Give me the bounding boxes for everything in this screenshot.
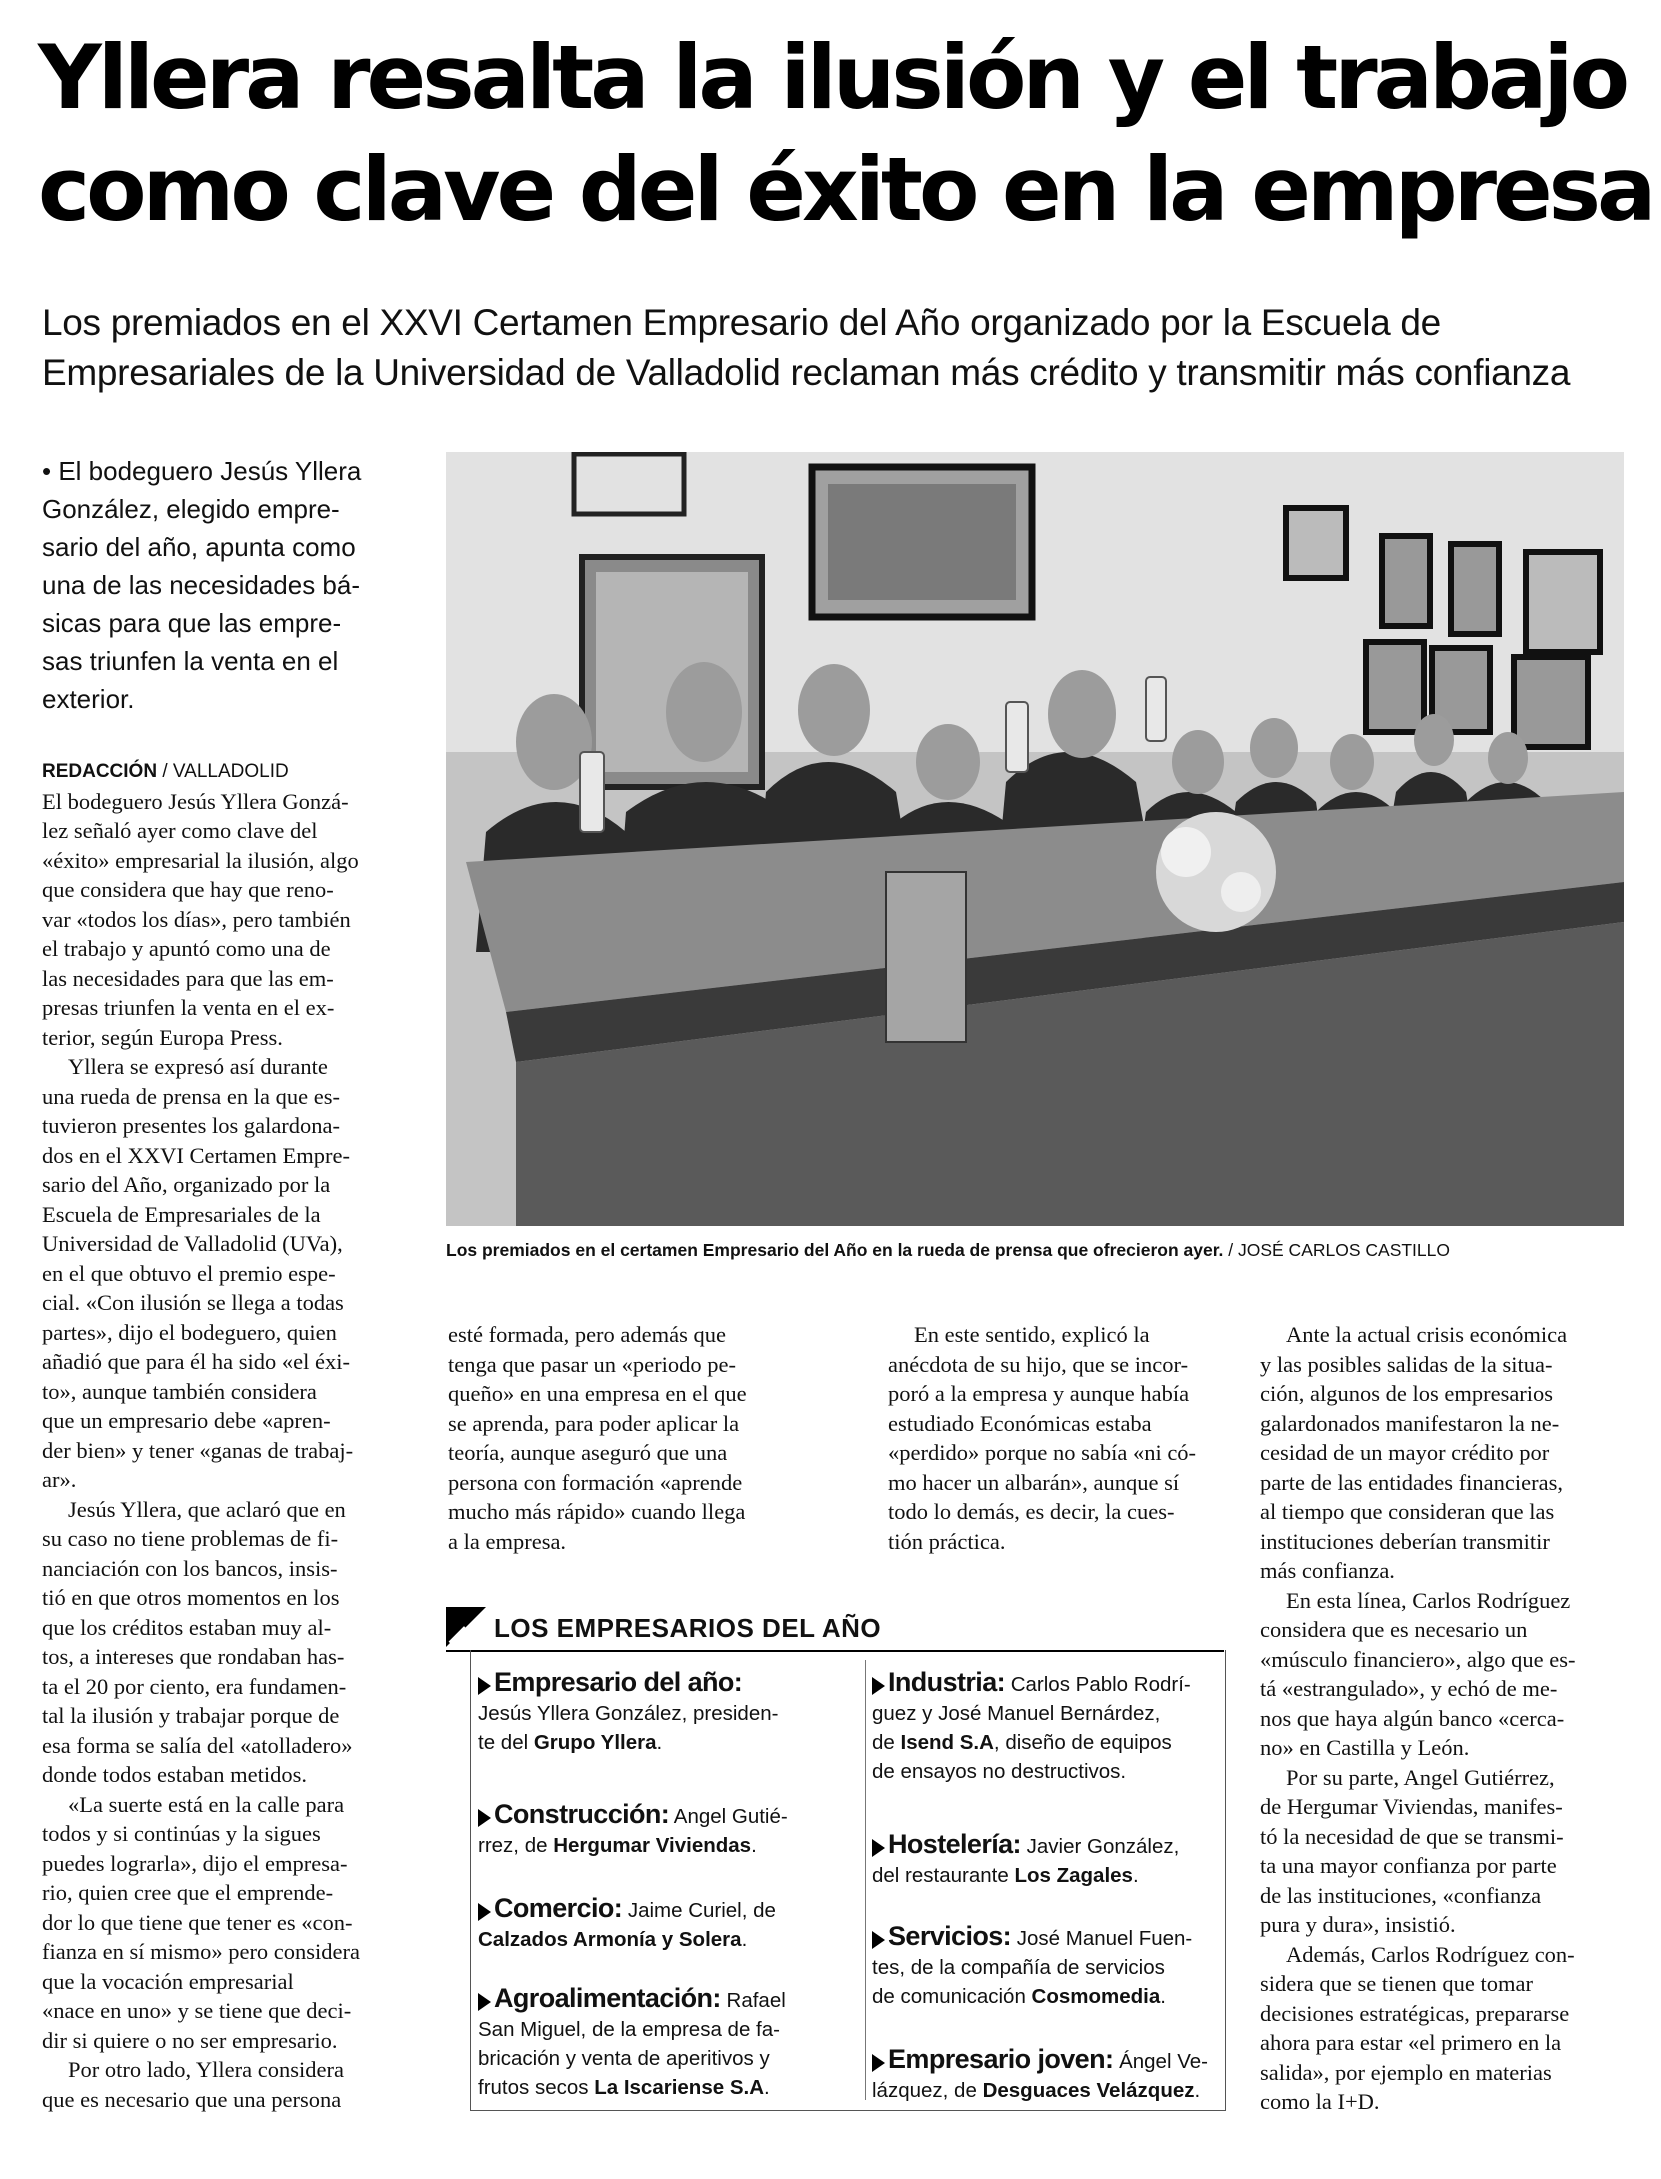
sidebar-divider <box>865 1660 866 2100</box>
article-line: «nace en uno» y se tiene que deci- <box>42 1998 352 2023</box>
article-column-3 <box>888 1320 1248 1556</box>
sidebar-title: LOS EMPRESARIOS DEL AÑO <box>494 1613 882 1643</box>
award-company-line <box>478 1728 778 1757</box>
award-category: Comercio: <box>494 1893 623 1923</box>
award-detail: te del <box>478 1731 534 1754</box>
article-line: persona con formación «aprende <box>448 1469 743 1495</box>
article-line: anécdota de su hijo, que se incor- <box>888 1351 1189 1377</box>
article-line: cesidad de un mayor crédito por <box>1260 1440 1550 1465</box>
article-line: salida», por ejemplo en materias <box>1260 2059 1552 2085</box>
award-company: Grupo Yllera <box>533 1731 657 1754</box>
article-line: ar». <box>42 1467 77 1492</box>
article-line: donde todos estaban metidos. <box>42 1762 307 1787</box>
article-line: puedes lograrla», dijo el empresa- <box>42 1850 348 1876</box>
article-line: decisiones estratégicas, prepararse <box>1260 2000 1570 2026</box>
article-line: tuvieron presentes los galardona- <box>42 1113 341 1138</box>
award-detail: Angel Gutié- <box>669 1805 788 1828</box>
lead-line: González, elegido empre- <box>42 494 340 524</box>
award-detail: . <box>1160 1985 1166 2008</box>
award-detail: . <box>1132 1864 1139 1887</box>
article-line: poró a la empresa y aunque había <box>888 1381 1190 1406</box>
photo-credit: / JOSÉ CARLOS CASTILLO <box>1223 1240 1451 1260</box>
article-line: El bodeguero Jesús Yllera Gonzá- <box>42 788 349 814</box>
article-line: queño» en una empresa en el que <box>448 1381 747 1406</box>
award-detail: Javier González, <box>1020 1835 1180 1858</box>
award-entry <box>478 1894 776 1954</box>
article-line: todos y si continúas y la sigues <box>42 1821 321 1846</box>
award-detail: . <box>751 1834 757 1857</box>
article-line: rio, quien cree que el emprende- <box>42 1880 334 1905</box>
article-line: Por su parte, Angel Gutiérrez, <box>1286 1764 1555 1790</box>
lead-line: sicas para que las empre- <box>42 608 342 638</box>
award-category: Empresario del año: <box>494 1667 743 1697</box>
award-company-line <box>478 2073 786 2102</box>
article-line: tó la necesidad de que se transmi- <box>1260 1823 1564 1849</box>
article-line: Escuela de Empresariales de la <box>42 1201 321 1227</box>
article-line: a la empresa. <box>448 1528 567 1554</box>
award-detail: lázquez, de <box>872 2079 983 2102</box>
lead-line: exterior. <box>42 684 135 714</box>
caption-text: Los premiados en el certamen Empresario del Año en la rueda de prensa que ofrecieron ayer. <box>446 1240 1224 1260</box>
award-heading <box>872 1922 1192 1953</box>
article-line: «perdido» porque no sabía «ni có- <box>888 1440 1197 1465</box>
article-line: instituciones deberían transmitir <box>1260 1528 1550 1554</box>
award-company-line <box>478 1831 788 1860</box>
award-category: Agroalimentación: <box>494 1983 721 2013</box>
article-line: tenga que pasar un «periodo pe- <box>448 1351 737 1377</box>
article-line: dos en el XXVI Certamen Empre- <box>42 1142 351 1168</box>
article-line: ta el 20 por ciento, era fundamen- <box>42 1673 347 1699</box>
award-detail: Jesús Yllera González, presiden- <box>478 1702 779 1725</box>
lead-line: una de las necesidades bá- <box>42 570 361 600</box>
article-line: nanciación con los bancos, insis- <box>42 1555 338 1581</box>
article-line: sidera que se tienen que tomar <box>1260 1971 1534 1996</box>
award-heading <box>872 1668 1191 1699</box>
award-heading <box>872 2045 1208 2076</box>
article-column-1 <box>42 757 414 2114</box>
article-line: de Hergumar Viviendas, manifes- <box>1260 1794 1563 1819</box>
article-line: Universidad de Valladolid (UVa), <box>42 1231 343 1256</box>
award-entry <box>872 1668 1191 1786</box>
award-entry <box>478 1668 778 1757</box>
article-line: mo hacer un albarán», aunque sí <box>888 1469 1180 1495</box>
article-line: galardonados manifestaron la ne- <box>1260 1410 1560 1436</box>
award-heading <box>872 1830 1179 1861</box>
award-detail: del restaurante <box>872 1864 1015 1887</box>
subtitle-line-1: Los premiados en el XXVI Certamen Empresario del Año organizado por la Escuela de <box>42 302 1441 343</box>
article-line: dor lo que tiene que tener es «con- <box>42 1909 353 1935</box>
article-line: Además, Carlos Rodríguez con- <box>1286 1941 1575 1967</box>
arrow-icon <box>872 2054 885 2072</box>
article-line: parte de las entidades financieras, <box>1260 1469 1563 1495</box>
article-line: to», aunque también considera <box>42 1378 317 1404</box>
award-detail: Jaime Curiel, de <box>622 1899 776 1922</box>
article-line: teoría, aunque aseguró que una <box>448 1440 728 1465</box>
article-line: esa forma se salía del «atolladero» <box>42 1732 353 1758</box>
award-heading <box>478 1984 786 2015</box>
byline-location: / VALLADOLID <box>157 761 289 782</box>
article-line: que considera que hay que reno- <box>42 877 334 902</box>
article-line: al tiempo que consideran que las <box>1260 1499 1555 1524</box>
award-company: Cosmomedia <box>1031 1985 1161 2008</box>
article-line: que los créditos estaban muy al- <box>42 1614 332 1640</box>
award-detail: , diseño de equipos <box>993 1731 1172 1754</box>
article-line: Por otro lado, Yllera considera <box>68 2057 344 2082</box>
award-detail: Rafael <box>720 1989 786 2012</box>
award-company: Hergumar Viviendas <box>553 1834 752 1857</box>
award-category: Industria: <box>888 1667 1006 1697</box>
award-detail: de ensayos no destructivos. <box>872 1760 1127 1783</box>
article-line: «éxito» empresarial la ilusión, algo <box>42 847 359 873</box>
subtitle <box>42 298 1622 398</box>
article-line: ción, algunos de los empresarios <box>1260 1381 1554 1406</box>
award-category: Hostelería: <box>888 1829 1021 1859</box>
press-conference-photo <box>446 452 1624 1226</box>
article-line: cial. «Con ilusión se llega a todas <box>42 1290 344 1315</box>
arrow-icon <box>478 1809 491 1827</box>
article-line: Ante la actual crisis económica <box>1286 1322 1568 1347</box>
article-line: estudiado Económicas estaba <box>888 1410 1152 1436</box>
article-column-2 <box>448 1320 823 1556</box>
article-line: En esta línea, Carlos Rodríguez <box>1286 1587 1571 1613</box>
award-detail: . <box>1194 2079 1201 2102</box>
award-category: Servicios: <box>888 1921 1012 1951</box>
article-line: var «todos los días», pero también <box>42 906 351 932</box>
article-line: y las posibles salidas de la situa- <box>1260 1351 1553 1377</box>
award-detail: . <box>741 1928 748 1951</box>
article-line: esté formada, pero además que <box>448 1322 726 1347</box>
article-line: su caso no tiene problemas de fi- <box>42 1526 339 1551</box>
award-company: Desguaces Velázquez <box>982 2079 1195 2102</box>
award-entry <box>872 2045 1208 2105</box>
article-line: mucho más rápido» cuando llega <box>448 1499 746 1524</box>
lead-line: • El bodeguero Jesús Yllera <box>42 456 362 486</box>
article-line: tos, a intereses que rondaban has- <box>42 1644 345 1669</box>
article-line: tión práctica. <box>888 1528 1006 1554</box>
article-line: que es necesario que una persona <box>42 2086 342 2112</box>
award-detail: José Manuel Fuen- <box>1011 1927 1193 1950</box>
award-category: Empresario joven: <box>888 2044 1114 2074</box>
award-detail: Carlos Pablo Rodrí- <box>1005 1673 1191 1696</box>
award-entry <box>478 1984 786 2102</box>
award-detail: bricación y venta de aperitivos y <box>478 2047 770 2070</box>
article-line: dir si quiere o no ser empresario. <box>42 2027 338 2053</box>
arrow-icon <box>478 1677 491 1695</box>
article-line: tá «estrangulado», y echó de me- <box>1260 1676 1558 1701</box>
headline <box>38 22 1653 246</box>
article-line: ta una mayor confianza por parte <box>1260 1853 1557 1878</box>
article-line: «músculo financiero», algo que es- <box>1260 1646 1576 1672</box>
lead-line: sario del año, apunta como <box>42 532 356 562</box>
award-heading <box>478 1668 778 1699</box>
article-line: der bien» y tener «ganas de trabaj- <box>42 1437 354 1463</box>
award-entry <box>872 1922 1192 2011</box>
headline-line-1: Yllera resalta la ilusión y el trabajo <box>38 26 1627 129</box>
arrow-icon <box>872 1839 885 1857</box>
award-heading <box>478 1800 788 1831</box>
award-entry <box>872 1830 1179 1890</box>
article-line: en el que obtuvo el premio espe- <box>42 1260 336 1286</box>
article-line: «La suerte está en la calle para <box>68 1791 345 1817</box>
award-entry <box>478 1800 788 1860</box>
award-detail: Ángel Ve- <box>1113 2050 1208 2073</box>
award-detail: frutos secos <box>478 2076 595 2099</box>
article-line: se aprenda, para poder aplicar la <box>448 1410 740 1436</box>
award-detail: de comunicación <box>872 1985 1032 2008</box>
award-company-line <box>872 1982 1192 2011</box>
arrow-icon <box>478 1993 491 2011</box>
article-line: presas triunfen la venta en el ex- <box>42 995 335 1020</box>
award-company-line <box>872 1728 1191 1757</box>
article-column-4 <box>1260 1320 1628 2117</box>
subtitle-line-2: Empresariales de la Universidad de Valladolid reclaman más crédito y transmitir más confianza <box>42 352 1571 393</box>
award-detail: de <box>872 1731 901 1754</box>
award-category: Construcción: <box>494 1799 670 1829</box>
lead-line: sas triunfen la venta en el <box>42 646 339 676</box>
column-1-text <box>42 787 414 2115</box>
article-line: como la I+D. <box>1260 2089 1380 2114</box>
byline-author: REDACCIÓN <box>42 761 158 782</box>
article-line: fianza en sí mismo» pero considera <box>42 1939 361 1964</box>
award-detail: San Miguel, de la empresa de fa- <box>478 2018 780 2041</box>
article-line: las necesidades para que las em- <box>42 965 334 991</box>
award-detail: . <box>656 1731 663 1754</box>
article-line: más confianza. <box>1260 1558 1395 1583</box>
article-line: Jesús Yllera, que aclaró que en <box>68 1496 346 1522</box>
award-company: Isend S.A <box>900 1731 994 1754</box>
article-line: todo lo demás, es decir, la cues- <box>888 1499 1175 1524</box>
photo-illustration <box>446 452 1624 1226</box>
article-line: el trabajo y apuntó como una de <box>42 936 331 961</box>
article-line: Yllera se expresó así durante <box>68 1054 328 1079</box>
article-line: lez señaló ayer como clave del <box>42 818 318 843</box>
article-line: tió en que otros momentos en los <box>42 1585 340 1610</box>
article-line: no» en Castilla y León. <box>1260 1735 1470 1760</box>
award-company: Calzados Armonía y Solera <box>478 1928 742 1951</box>
article-line: que un empresario debe «apren- <box>42 1408 331 1433</box>
photo-caption <box>446 1238 1626 1262</box>
byline <box>42 757 414 787</box>
arrow-icon <box>872 1931 885 1949</box>
article-line: nos que haya algún banco «cerca- <box>1260 1705 1565 1731</box>
article-line: añadió que para él ha sido «el éxi- <box>42 1349 351 1374</box>
award-company-line <box>478 1925 776 1954</box>
article-line: tal la ilusión y trabajar porque de <box>42 1703 340 1728</box>
article-line: considera que es necesario un <box>1260 1617 1528 1642</box>
arrow-icon <box>478 1903 491 1921</box>
award-company: Los Zagales <box>1014 1864 1133 1887</box>
award-heading <box>478 1894 776 1925</box>
award-detail: . <box>764 2076 770 2099</box>
award-company-line <box>872 1861 1179 1890</box>
article-line: terior, según Europa Press. <box>42 1024 283 1050</box>
section-marker-icon <box>446 1607 486 1647</box>
award-detail: guez y José Manuel Bernárdez, <box>872 1702 1161 1725</box>
article-line: partes», dijo el bodeguero, quien <box>42 1319 337 1345</box>
award-company-line <box>872 2076 1208 2105</box>
article-line: ahora para estar «el primero en la <box>1260 2030 1562 2055</box>
lead-summary <box>42 452 387 718</box>
arrow-icon <box>872 1677 885 1695</box>
article-line: que la vocación empresarial <box>42 1968 294 1994</box>
award-company: La Iscariense S.A <box>594 2076 765 2099</box>
award-detail: rrez, de <box>478 1834 554 1857</box>
award-detail: tes, de la compañía de servicios <box>872 1956 1165 1979</box>
article-line: una rueda de prensa en la que es- <box>42 1083 340 1109</box>
article-line: En este sentido, explicó la <box>914 1322 1150 1347</box>
sidebar-header <box>446 1607 1226 1647</box>
article-line: pura y dura», insistió. <box>1260 1912 1456 1937</box>
article-line: sario del Año, organizado por la <box>42 1172 331 1197</box>
article-line: de las instituciones, «confianza <box>1260 1882 1542 1908</box>
headline-line-2: como clave del éxito en la empresa <box>38 138 1653 241</box>
